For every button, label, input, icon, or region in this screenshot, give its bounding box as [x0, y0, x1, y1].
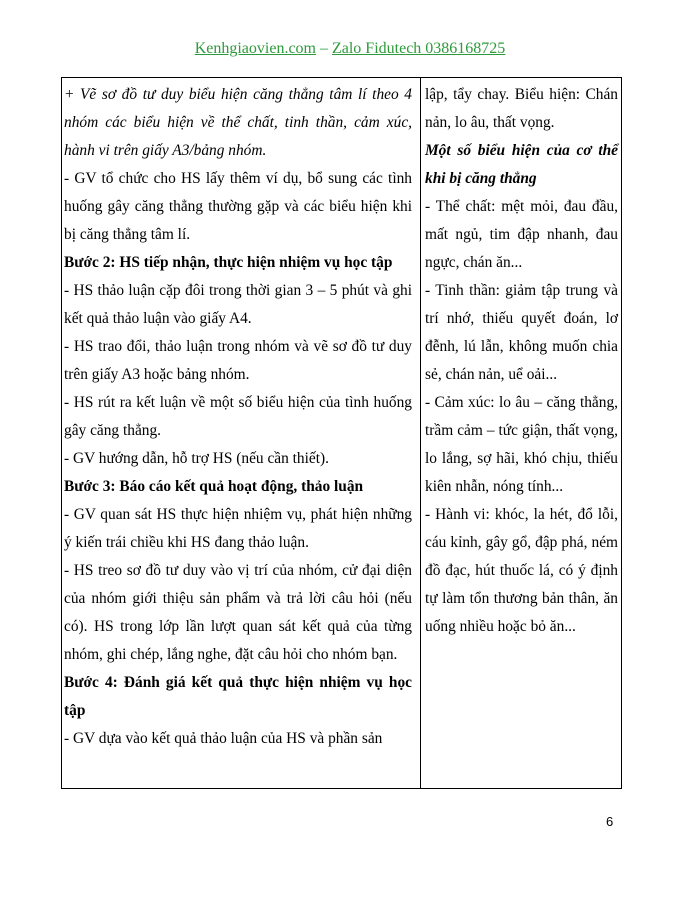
left-column — [64, 81, 412, 753]
left-column-paragraph: - HS rút ra kết luận về một số biểu hiện của tình huống gây căng thẳng. — [64, 394, 412, 439]
right-column-paragraph: lập, tẩy chay. Biểu hiện: Chán nản, lo âu, thất vọng. — [425, 86, 618, 131]
right-column-paragraph: - Hành vi: khóc, la hét, đổ lỗi, cáu kỉnh, gây gổ, đập phá, ném đồ đạc, hút thuốc lá, có ý định tự làm tổn thương bản thân, ăn uống nhiều hoặc bỏ ăn... — [425, 506, 618, 635]
left-column-paragraph: Bước 2: HS tiếp nhận, thực hiện nhiệm vụ học tập — [64, 254, 393, 271]
right-column-paragraph: - Thể chất: mệt mỏi, đau đầu, mất ngủ, tim đập nhanh, đau ngực, chán ăn... — [425, 198, 618, 271]
left-column-paragraph: Bước 4: Đánh giá kết quả thực hiện nhiệm vụ học tập — [64, 674, 412, 719]
left-column-paragraph: - HS trao đổi, thảo luận trong nhóm và vẽ sơ đồ tư duy trên giấy A3 hoặc bảng nhóm. — [64, 338, 412, 383]
left-column-paragraph: + Vẽ sơ đồ tư duy biểu hiện căng thẳng tâm lí theo 4 nhóm các biểu hiện về thể chất, tinh thần, cảm xúc, hành vi trên giấy A3/bảng nhóm. — [64, 86, 412, 159]
content-table — [61, 77, 622, 789]
column-divider — [420, 78, 421, 788]
left-column-paragraph: - GV tổ chức cho HS lấy thêm ví dụ, bổ sung các tình huống gây căng thẳng thường gặp và các biểu hiện khi bị căng thẳng tâm lí. — [64, 170, 412, 243]
site-link[interactable]: Kenhgiaovien.com — [194, 40, 316, 57]
left-column-paragraph: - GV quan sát HS thực hiện nhiệm vụ, phát hiện những ý kiến trái chiều khi HS đang thảo luận. — [64, 506, 412, 551]
page-number: 6 — [606, 814, 614, 829]
right-column-paragraph: Một số biểu hiện của cơ thể khi bị căng thẳng — [425, 142, 618, 187]
left-column-paragraph: - GV hướng dẫn, hỗ trợ HS (nếu cần thiết). — [64, 450, 329, 467]
right-column-paragraph: - Cảm xúc: lo âu – căng thẳng, trầm cảm – tức giận, thất vọng, lo lắng, sợ hãi, khó chịu, thiếu kiên nhẫn, nóng tính... — [425, 394, 618, 495]
left-column-paragraph: Bước 3: Báo cáo kết quả hoạt động, thảo luận — [64, 478, 364, 495]
right-column — [425, 81, 618, 641]
zalo-link[interactable]: Zalo Fidutech 0386168725 — [331, 40, 506, 57]
page-header — [0, 40, 700, 58]
right-column-paragraph: - Tinh thần: giảm tập trung và trí nhớ, thiếu quyết đoán, lơ đễnh, lú lẫn, không muốn chia sẻ, chán nản, uể oải... — [425, 282, 618, 383]
left-column-paragraph: - HS treo sơ đồ tư duy vào vị trí của nhóm, cử đại diện của nhóm giới thiệu sản phẩm và trả lời câu hỏi (nếu có). HS trong lớp lần lượt quan sát kết quả của từng nhóm, ghi chép, lắng nghe, đặt câu hỏi cho nhóm bạn. — [64, 562, 412, 663]
header-separator: – — [315, 40, 332, 57]
left-column-paragraph: - HS thảo luận cặp đôi trong thời gian 3 – 5 phút và ghi kết quả thảo luận vào giấy A4. — [64, 282, 412, 327]
left-column-paragraph: - GV dựa vào kết quả thảo luận của HS và phần sản — [64, 730, 383, 747]
